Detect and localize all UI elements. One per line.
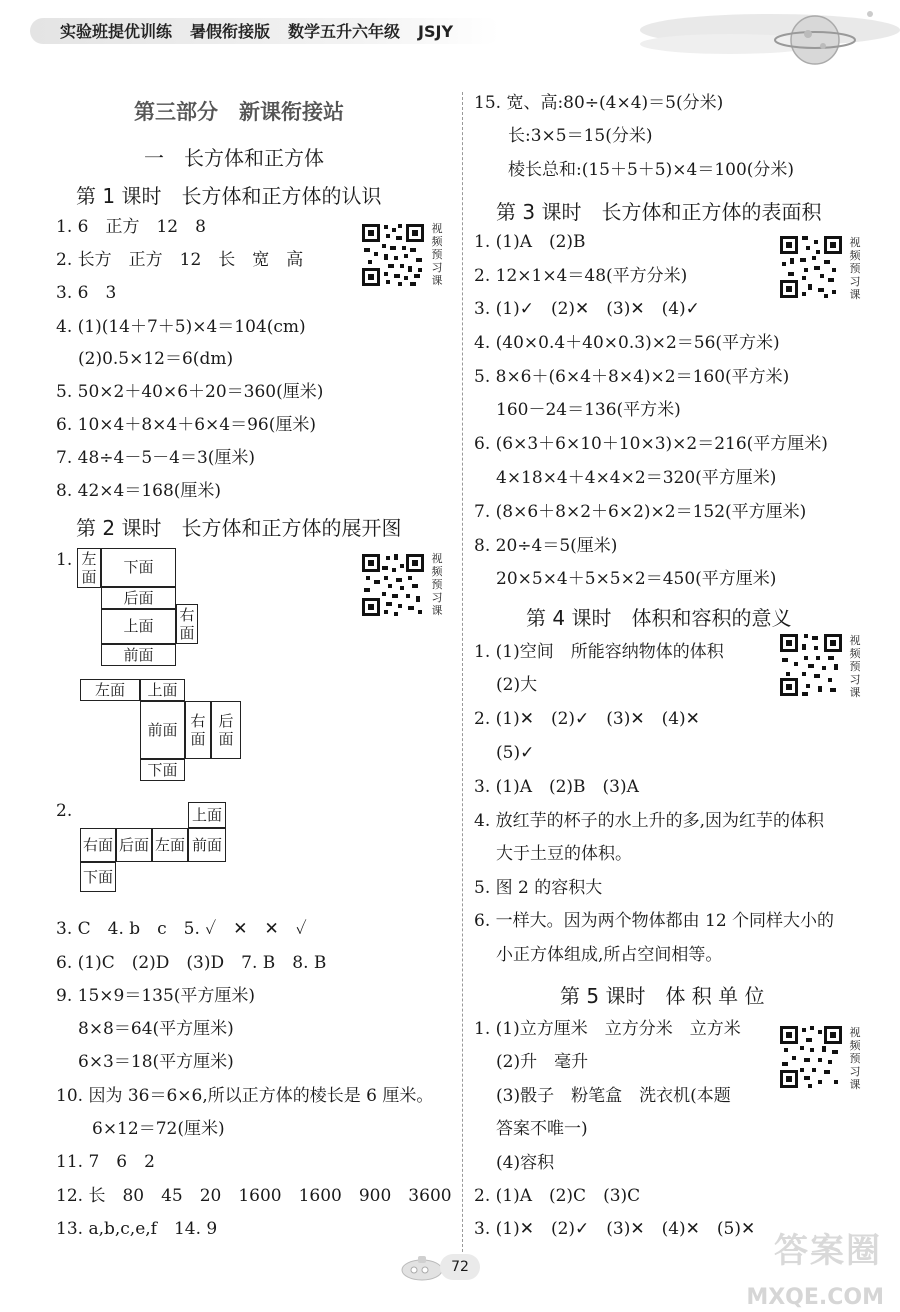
face-label: 后面 xyxy=(218,712,234,748)
answer-line: 5. 图 2 的容积大 xyxy=(474,878,603,898)
answer-line: 7. (8×6＋8×2＋6×2)×2＝152(平方厘米) xyxy=(474,502,807,522)
answer-line: (2)升 毫升 xyxy=(496,1052,589,1072)
net-face-front: 前面 xyxy=(188,828,226,862)
series-name: 实验班提优训练 xyxy=(60,22,173,41)
qr-code[interactable] xyxy=(778,632,844,698)
answer-line: 6. 一样大。因为两个物体都由 12 个同样大小的 xyxy=(474,911,835,931)
net-face-right: 右面 xyxy=(80,828,116,862)
answer-line: 1. (1)空间 所能容纳物体的体积 xyxy=(474,642,724,662)
answer-line: 4. (40×0.4＋40×0.3)×2＝56(平方米) xyxy=(474,333,780,353)
qr-code[interactable] xyxy=(778,234,844,300)
answer-line: 5. 50×2＋40×6＋20＝360(厘米) xyxy=(56,382,324,402)
answer-line: 20×5×4＋5×5×2＝450(平方厘米) xyxy=(496,569,777,589)
publisher-code: JSJY xyxy=(418,22,454,41)
answer-line: 10. 因为 36＝6×6,所以正方体的棱长是 6 厘米。 xyxy=(56,1086,434,1106)
answer-line: 4. (1)(14＋7＋5)×4＝104(cm) xyxy=(56,317,306,337)
qr-pattern xyxy=(778,632,844,698)
net-face-bottom: 下面 xyxy=(101,548,176,587)
subject-name: 数学五升六年级 xyxy=(288,22,401,41)
qr-caption: 视频预习课 xyxy=(849,236,861,301)
answer-line: 小正方体组成,所占空间相等。 xyxy=(496,945,723,965)
question-number: 2. xyxy=(56,801,73,821)
net-face-front: 前面 xyxy=(140,701,185,759)
face-label: 左面 xyxy=(81,550,97,586)
answer-line: 2. 长方 正方 12 长 宽 高 xyxy=(56,250,304,270)
qr-pattern xyxy=(360,222,426,288)
face-label: 右面 xyxy=(179,606,195,642)
answer-line: 3. C 4. b c 5. ✓ ✕ ✕ ✓ xyxy=(56,919,307,939)
page-number: 72 xyxy=(440,1254,480,1280)
answer-line: 大于土豆的体积。 xyxy=(496,844,632,864)
net-face-bottom: 下面 xyxy=(80,862,116,892)
answer-line: 3. (1)✓ (2)✕ (3)✕ (4)✓ xyxy=(474,299,700,319)
chapter-title: 一 长方体和正方体 xyxy=(144,146,324,170)
lesson-2-title: 第 2 课时 长方体和正方体的展开图 xyxy=(76,516,402,540)
answer-line: 6×12＝72(厘米) xyxy=(92,1119,225,1139)
answer-line: 棱长总和:(15＋5＋5)×4＝100(分米) xyxy=(508,160,795,180)
lesson-5-title: 第 5 课时 体 积 单 位 xyxy=(560,984,765,1008)
answer-line: (2)大 xyxy=(496,675,538,695)
net-face-front: 前面 xyxy=(101,644,176,666)
page-header xyxy=(0,0,900,62)
net-face-back: 后面 xyxy=(116,828,152,862)
answer-line: 6×3＝18(平方厘米) xyxy=(78,1052,234,1072)
face-label: 右面 xyxy=(190,712,206,748)
answer-line: 6. 10×4＋8×4＋6×4＝96(厘米) xyxy=(56,415,316,435)
net-face-back xyxy=(211,701,241,759)
planet-illustration xyxy=(620,0,900,80)
answer-line: 2. (1)✕ (2)✓ (3)✕ (4)✕ xyxy=(474,709,700,729)
answer-line: 5. 8×6＋(6×4＋8×4)×2＝160(平方米) xyxy=(474,367,790,387)
answer-line: 3. (1)✕ (2)✓ (3)✕ (4)✕ (5)✕ xyxy=(474,1219,756,1239)
net-face-bottom: 下面 xyxy=(140,759,185,781)
qr-caption: 视频预习课 xyxy=(431,552,443,617)
net-face-right xyxy=(176,604,198,644)
answer-line: 1. (1)立方厘米 立方分米 立方米 xyxy=(474,1019,741,1039)
net-face-top: 上面 xyxy=(140,679,185,701)
submarine-icon xyxy=(398,1250,444,1284)
answer-line: 答案不唯一) xyxy=(496,1119,588,1139)
qr-code[interactable] xyxy=(360,552,426,618)
answer-line: (4)容积 xyxy=(496,1153,555,1173)
net-face-left xyxy=(77,548,101,588)
lesson-4-title: 第 4 课时 体积和容积的意义 xyxy=(526,606,792,630)
qr-code[interactable] xyxy=(360,222,426,288)
answer-line: 11. 7 6 2 xyxy=(56,1152,155,1172)
answer-line: 6. (6×3＋6×10＋10×3)×2＝216(平方厘米) xyxy=(474,434,828,454)
qr-pattern xyxy=(360,552,426,618)
answer-line: 7. 48÷4－5－4＝3(厘米) xyxy=(56,448,256,468)
net-face-left: 左面 xyxy=(80,679,140,701)
answer-line: 1. (1)A (2)B xyxy=(474,232,586,252)
part-title: 第三部分 新课衔接站 xyxy=(134,100,344,124)
watermark-logo: 答案圈 xyxy=(774,1231,882,1271)
answer-line: 15. 宽、高:80÷(4×4)＝5(分米) xyxy=(474,93,724,113)
answer-line: 8. 20÷4＝5(厘米) xyxy=(474,536,618,556)
answer-line: 2. 12×1×4＝48(平方分米) xyxy=(474,266,688,286)
answer-line: 2. (1)A (2)C (3)C xyxy=(474,1186,641,1206)
answer-line: 8×8＝64(平方厘米) xyxy=(78,1019,234,1039)
answer-line: 13. a,b,c,e,f 14. 9 xyxy=(56,1219,218,1239)
answer-line: 3. 6 3 xyxy=(56,283,117,303)
answer-line: 6. (1)C (2)D (3)D 7. B 8. B xyxy=(56,953,327,973)
answer-line: (5)✓ xyxy=(496,743,535,763)
question-number: 1. xyxy=(56,550,73,570)
answer-line: 160－24＝136(平方米) xyxy=(496,400,681,420)
qr-caption: 视频预习课 xyxy=(431,222,443,287)
lesson-3-title: 第 3 课时 长方体和正方体的表面积 xyxy=(496,200,822,224)
answer-line: (3)骰子 粉笔盒 洗衣机(本题 xyxy=(496,1086,731,1106)
answer-line: 9. 15×9＝135(平方厘米) xyxy=(56,986,256,1006)
answer-line: (2)0.5×12＝6(dm) xyxy=(78,349,234,369)
qr-code[interactable] xyxy=(778,1024,844,1090)
answer-line: 8. 42×4＝168(厘米) xyxy=(56,481,222,501)
column-divider xyxy=(462,92,463,1262)
qr-pattern xyxy=(778,234,844,300)
edition-name: 暑假衔接版 xyxy=(190,22,271,41)
net-face-left: 左面 xyxy=(152,828,188,862)
answer-line: 3. (1)A (2)B (3)A xyxy=(474,777,639,797)
net-face-top: 上面 xyxy=(101,609,176,644)
watermark-url: MXQE.COM xyxy=(746,1285,884,1310)
answer-line: 12. 长 80 45 20 1600 1600 900 3600 xyxy=(56,1186,452,1206)
answer-line: 4. 放红芋的杯子的水上升的多,因为红芋的体积 xyxy=(474,811,825,831)
qr-pattern xyxy=(778,1024,844,1090)
lesson-1-title: 第 1 课时 长方体和正方体的认识 xyxy=(76,184,382,208)
qr-caption: 视频预习课 xyxy=(849,1026,861,1091)
answer-line: 4×18×4＋4×4×2＝320(平方厘米) xyxy=(496,468,777,488)
qr-caption: 视频预习课 xyxy=(849,634,861,699)
header-title xyxy=(60,19,471,42)
answer-line: 1. 6 正方 12 8 xyxy=(56,217,206,237)
answer-line: 长:3×5＝15(分米) xyxy=(508,126,653,146)
net-face-right xyxy=(185,701,211,759)
net-face-back: 后面 xyxy=(101,587,176,609)
net-face-top: 上面 xyxy=(188,802,226,828)
